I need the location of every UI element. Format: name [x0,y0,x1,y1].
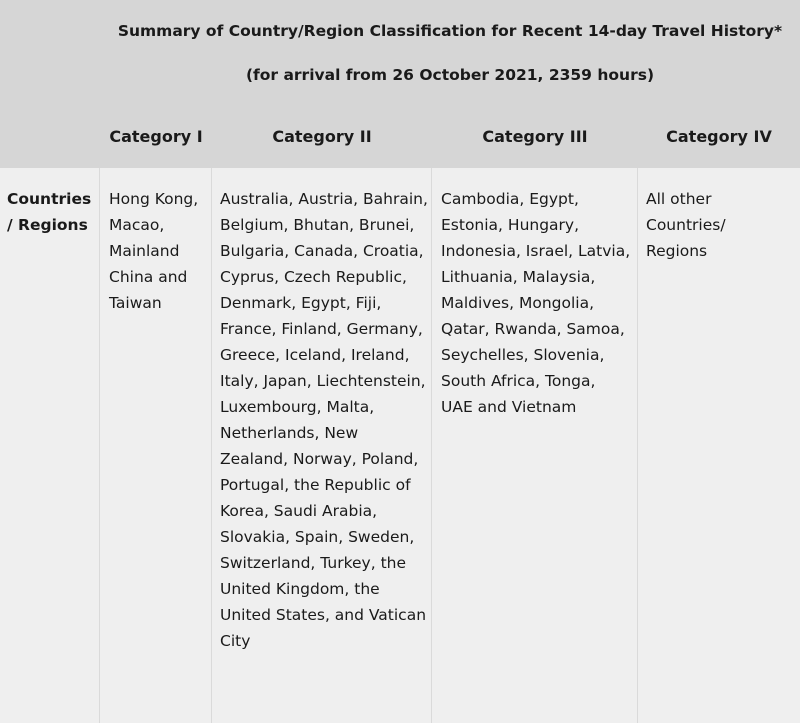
cell-category-1: Hong Kong, Macao, Mainland China and Taiwan [109,190,199,312]
row-label-countries-regions: Countries / Regions [7,190,92,234]
table-title: Summary of Country/Region Classification for Recent 14-day Travel History* [117,22,783,40]
column-header-category-2: Category II [272,127,372,146]
cell-category-4: All other Countries/ Regions [646,190,726,260]
cell-category-3: Cambodia, Egypt, Estonia, Hungary, Indonesia, Israel, Latvia, Lithuania, Malaysia, Maldives, Mongolia, Qatar, Rwanda, Samoa, Seychelles, Slovenia, South Africa, Tonga, UAE and Vietnam [441,190,631,416]
table-subtitle: (for arrival from 26 October 2021, 2359 hours) [245,66,655,84]
cell-category-2: Australia, Austria, Bahrain, Belgium, Bhutan, Brunei, Bulgaria, Canada, Croatia, Cyprus, Czech Republic, Denmark, Egypt, Fiji, France, Finland, Germany, Greece, Iceland, Ireland, Italy, Japan, Liechtenstein, Luxembourg, Malta, Netherlands, New Zealand, Norway, Poland, Portugal, the Republic of Korea, Saudi Arabia, Slovakia, Spain, Sweden, Switzerland, Turkey, the United Kingdom, the United States, and Vatican City [220,190,428,650]
column-header-category-3: Category III [482,127,588,146]
column-header-category-1: Category I [109,127,203,146]
column-header-category-4: Category IV [666,127,772,146]
column-divider [211,168,212,723]
column-divider [637,168,638,723]
column-divider [99,168,100,723]
column-divider [431,168,432,723]
